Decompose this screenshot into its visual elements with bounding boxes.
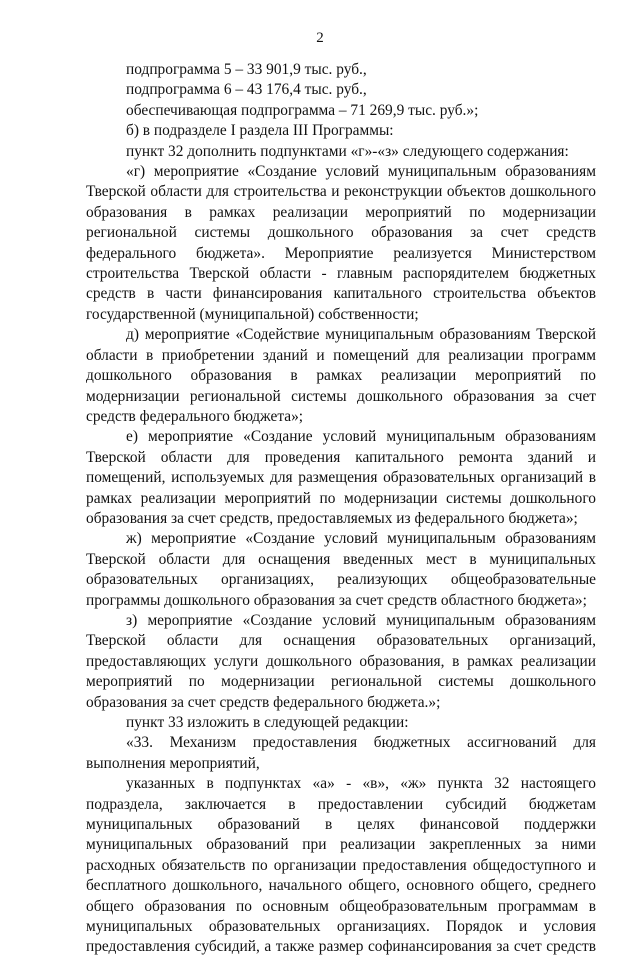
- text-line: обеспечивающая подпрограмма – 71 269,9 тыс. руб.»;: [126, 101, 479, 119]
- text-line: е) мероприятие «Создание условий муниципальным образованиям: [126, 428, 596, 446]
- text-line: Тверской области для проведения капитального ремонта зданий и: [86, 448, 596, 466]
- text-line: бесплатного дошкольного, начального общего, основного общего, среднего: [86, 877, 596, 895]
- text-line: муниципальных образований при реализации закрепленных за ними: [86, 836, 596, 854]
- text-line: муниципальных образовательных организациях. Порядок и условия: [86, 918, 596, 936]
- text-line: подпрограмма 6 – 43 176,4 тыс. руб.,: [126, 81, 367, 99]
- text-line: выполнения мероприятий,: [86, 754, 260, 772]
- text-line: муниципальных образований в целях финансовой поддержки: [86, 816, 596, 834]
- text-line: образования за счет средств, предоставляемых из федерального бюджета»;: [86, 509, 578, 527]
- text-line: модернизации региональной системы дошкольного образования за счет: [86, 387, 596, 405]
- text-line: области в приобретении зданий и помещений для реализации программ: [86, 346, 596, 364]
- text-line: государственной (муниципальной) собственности;: [86, 305, 419, 323]
- text-line: общего образования по основным общеобразовательным программам в: [86, 897, 596, 915]
- document-body: [86, 60, 596, 958]
- text-line: Тверской области для оснащения образовательных организаций,: [86, 632, 596, 650]
- text-line: указанных в подпунктах «а» - «в», «ж» пункта 32 настоящего: [126, 775, 596, 793]
- text-line: рамках реализации мероприятий по модернизации системы дошкольного: [86, 489, 596, 507]
- text-line: предоставляющих услуги дошкольного образования, в рамках реализации: [86, 652, 596, 670]
- text-line: «33. Механизм предоставления бюджетных ассигнований для: [126, 734, 596, 752]
- text-line: образования в рамках реализации мероприятий по модернизации: [86, 203, 596, 221]
- page-number: 2: [316, 30, 324, 46]
- text-line: пункт 32 дополнить подпунктами «г»-«з» следующего содержания:: [126, 142, 569, 160]
- text-line: расходных обязательств по организации предоставления общедоступного и: [86, 856, 596, 874]
- text-line: мероприятий по модернизации региональной системы дошкольного: [86, 673, 596, 691]
- text-line: б) в подразделе I раздела III Программы:: [126, 122, 394, 140]
- text-line: программы дошкольного образования за счет средств областного бюджета»;: [86, 591, 587, 609]
- text-line: дошкольного образования в рамках реализации мероприятий по: [86, 367, 596, 385]
- text-line: федерального бюджета». Мероприятие реализуется Министерством: [86, 244, 596, 262]
- text-line: д) мероприятие «Содействие муниципальным образованиям Тверской: [126, 326, 596, 344]
- text-line: предоставления субсидий, а также размер софинансирования за счет средств: [86, 938, 596, 956]
- text-line: образовательных организациях, реализующих общеобразовательные: [86, 571, 596, 589]
- text-line: строительства Тверской области - главным распорядителем бюджетных: [86, 265, 596, 283]
- text-line: «г) мероприятие «Создание условий муниципальным образованиям: [126, 163, 596, 181]
- text-line: региональной системы дошкольного образования за счет средств: [86, 224, 596, 242]
- text-line: подпрограмма 5 – 33 901,9 тыс. руб.,: [126, 61, 367, 78]
- text-line: помещений, используемых для размещения образовательных организаций в: [86, 469, 596, 487]
- text-line: образования за счет средств федерального бюджета.»;: [86, 693, 441, 711]
- text-line: з) мероприятие «Создание условий муниципальным образованиям: [126, 611, 596, 629]
- text-line: средств в части финансирования капитального строительства объектов: [86, 285, 596, 303]
- text-line: подраздела, заключается в предоставлении субсидий бюджетам: [86, 795, 596, 813]
- text-line: Тверской области для строительства и реконструкции объектов дошкольного: [86, 183, 596, 201]
- text-line: пункт 33 изложить в следующей редакции:: [126, 714, 409, 731]
- text-line: средств федерального бюджета»;: [86, 407, 304, 425]
- text-line: Тверской области для оснащения введенных мест в муниципальных: [86, 550, 596, 568]
- text-line: ж) мероприятие «Создание условий муниципальным образованиям: [126, 530, 596, 548]
